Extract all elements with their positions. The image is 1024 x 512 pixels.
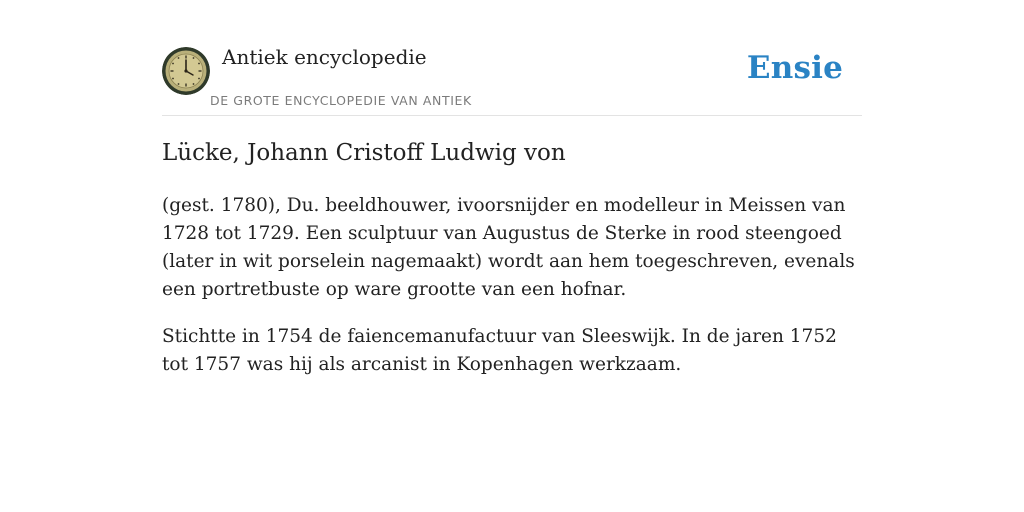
- article-paragraph: Stichtte in 1754 de faiencemanufactuur van Sleeswijk. In de jaren 1752 tot 1757 was hij als arcanist in Kopenhagen werkzaam.: [162, 326, 837, 375]
- article-body: [162, 192, 862, 398]
- site-subtitle: DE GROTE ENCYCLOPEDIE VAN ANTIEK: [210, 93, 472, 108]
- article-paragraph: (gest. 1780), Du. beeldhouwer, ivoorsnijder en modelleur in Meissen van 1728 tot 1729. Een sculptuur van Augustus de Sterke in rood steengoed (later in wit porselein nagemaakt) wordt aan hem toegeschreven, evenals een portretbuste op ware grootte van een hofnar.: [162, 195, 855, 300]
- brand-logo[interactable]: Ensie: [746, 50, 843, 86]
- article-title: Lücke, Johann Cristoff Ludwig von: [162, 140, 566, 166]
- content-container: [162, 0, 862, 375]
- site-title[interactable]: Antiek encyclopedie: [222, 45, 427, 69]
- antique-clock-icon[interactable]: [162, 47, 210, 95]
- site-header: [162, 0, 862, 116]
